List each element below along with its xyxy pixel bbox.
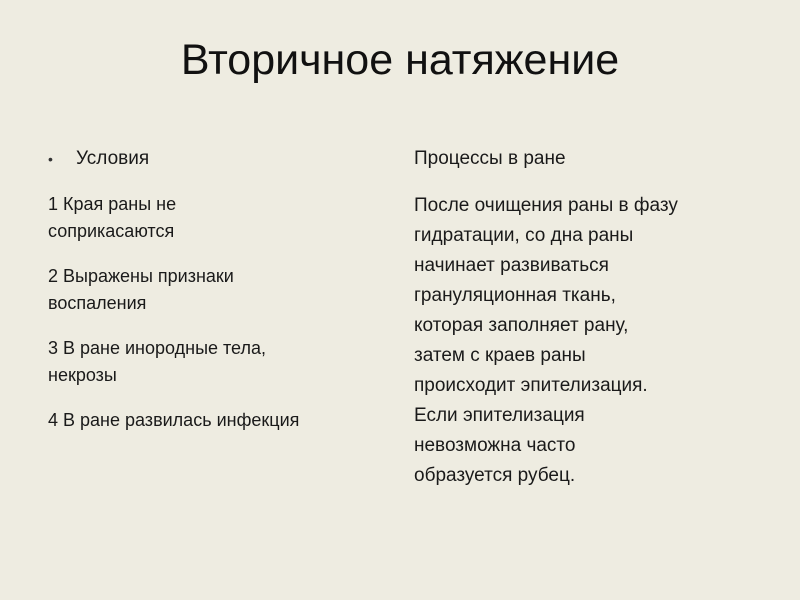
processes-column bbox=[414, 144, 764, 491]
condition-item-1: 1 Края раны не соприкасаются bbox=[48, 194, 177, 241]
conditions-heading: Условия bbox=[76, 148, 150, 169]
condition-item-4: 4 В ране развилась инфекция bbox=[48, 410, 300, 430]
processes-text: После очищения раны в фазу гидратации, со дна раны начинает развиваться грануляционная ткань, которая заполняет рану, затем с краев раны происходит эпителизация. Если эпителизация невозможна часто образуется рубец. bbox=[414, 195, 678, 486]
processes-heading: Процессы в ране bbox=[414, 148, 566, 169]
conditions-heading-row bbox=[48, 144, 398, 174]
slide-title: Вторичное натяжение bbox=[180, 36, 620, 84]
conditions-column bbox=[48, 144, 398, 452]
condition-item-3: 3 В ране инородные тела, некрозы bbox=[48, 338, 266, 385]
bullet-icon: • bbox=[48, 151, 53, 167]
condition-item-2: 2 Выражены признаки воспаления bbox=[48, 266, 234, 313]
